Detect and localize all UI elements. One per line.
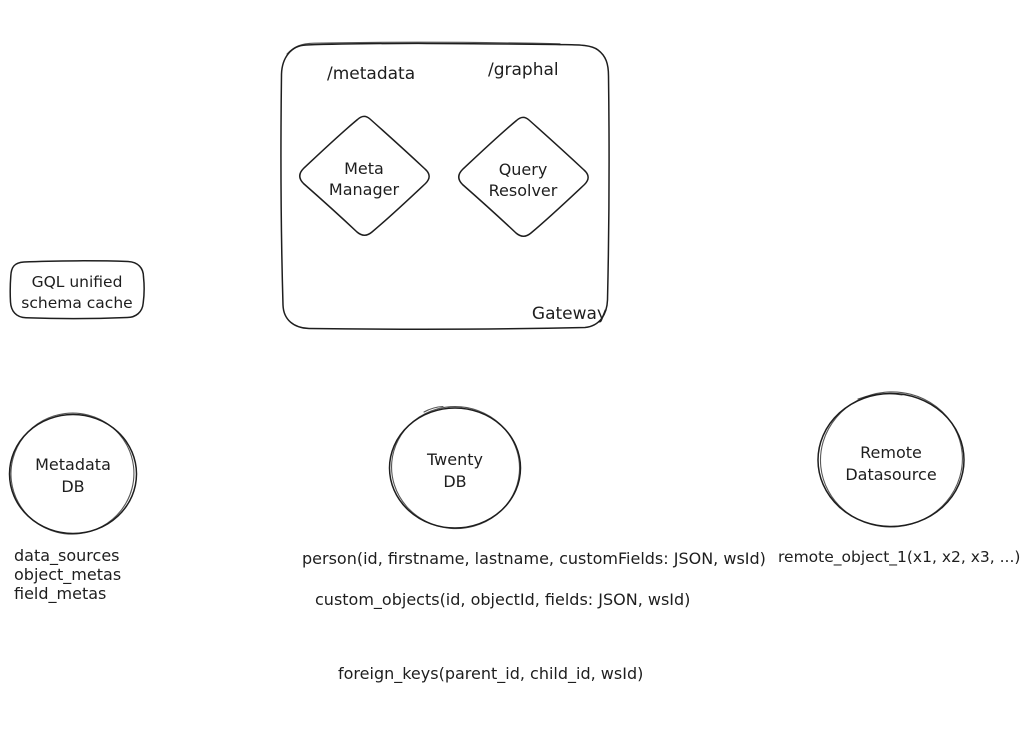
table-row-remote-object: remote_object_1(x1, x2, x3, ...) (778, 548, 1021, 566)
remote-datasource-label-line1: Remote (860, 443, 922, 462)
remote-tables-list (778, 548, 1020, 567)
table-row: object_metas (14, 565, 122, 584)
twenty-db-label (426, 450, 483, 491)
schema-cache-label-line1: GQL unified (31, 273, 123, 291)
meta-manager-label-line2: Manager (328, 180, 400, 199)
meta-manager-label-line1: Meta (344, 159, 384, 178)
metadata-tables-list (14, 546, 121, 604)
query-resolver-label-line2: Resolver (488, 181, 558, 200)
table-row: field_metas (14, 584, 107, 603)
twenty-db-label-line2: DB (443, 472, 467, 491)
schema-cache-label-line2: schema cache (21, 294, 133, 312)
twenty-tables-list (302, 549, 766, 684)
metadata-db-label-line1: Metadata (35, 455, 111, 474)
table-row-person: person(id, firstname, lastname, customFields: JSON, wsId) (302, 549, 766, 568)
table-row-foreign-keys: foreign_keys(parent_id, child_id, wsId) (338, 664, 644, 683)
metadata-db-label-line2: DB (61, 477, 85, 496)
remote-datasource-label (845, 443, 936, 484)
table-row: data_sources (14, 546, 120, 565)
remote-datasource-label-line2: Datasource (845, 465, 937, 484)
schema-cache-label (21, 273, 132, 312)
query-resolver-label-line1: Query (498, 160, 548, 179)
route-label-graphql: /graphal (488, 60, 559, 80)
route-label-metadata: /metadata (327, 64, 416, 84)
twenty-db-label-line1: Twenty (427, 450, 483, 469)
gateway-label: Gateway (531, 304, 607, 324)
query-resolver-label (489, 160, 558, 200)
meta-manager-label (329, 159, 400, 199)
metadata-db-label (35, 455, 111, 496)
table-row-custom-objects: custom_objects(id, objectId, fields: JSON, wsId) (315, 590, 691, 609)
